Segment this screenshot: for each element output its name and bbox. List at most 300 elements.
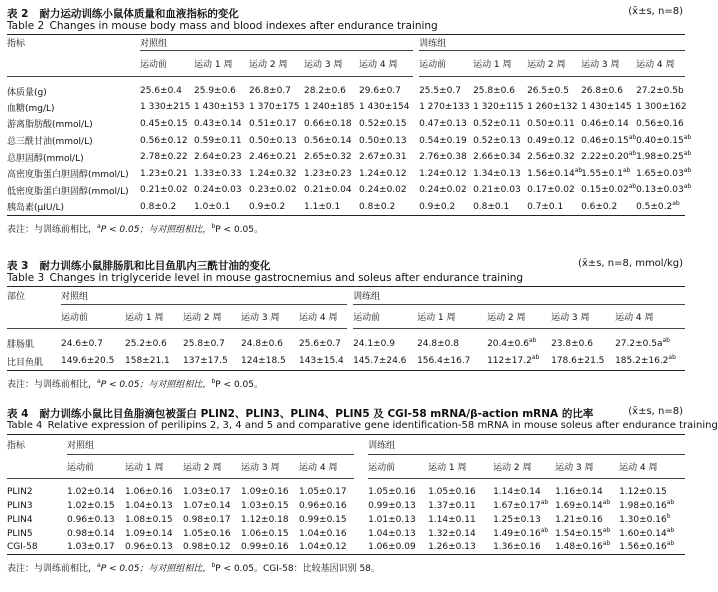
cell-value: 1.04±0.16 (299, 528, 347, 539)
cell-value: 1.67±0.17 (493, 500, 541, 511)
cell-value: 1.30±0.16 (619, 514, 667, 525)
row-label: 高密度脂蛋白胆固醇(mmol/L) (7, 170, 129, 181)
cell-value: 1.56±0.14 (527, 168, 575, 179)
table-title-cn: 耐力训练小鼠比目鱼脂滴包被蛋白 PLIN2、PLIN3、PLIN4、PLIN5 及 CGI-58 mRNA/β-action mRNA 的比率 (39, 408, 594, 420)
subheader: 运动 4 周 (299, 455, 354, 479)
table-caption-cn (7, 6, 685, 20)
table-cell (249, 149, 304, 166)
table-title-cn: 耐力训练小鼠腓肠肌和比目鱼肌内三酰甘油的变化 (39, 260, 271, 272)
table-cell (581, 149, 636, 166)
table-cell (581, 132, 636, 149)
table-cell (140, 132, 194, 149)
cell-value: 0.9±0.2 (419, 201, 456, 212)
cell-value: 1 320±115 (473, 102, 524, 113)
significance-mark: ab (683, 183, 692, 191)
subheader-row (7, 455, 685, 479)
subheader: 运动 3 周 (581, 51, 636, 77)
cell-value: 29.6±0.7 (359, 86, 401, 97)
table-row (7, 479, 685, 499)
subheader: 运动 2 周 (249, 51, 304, 77)
subheader: 运动前 (67, 455, 125, 479)
table-cell (487, 353, 551, 371)
cell-value: 26.8±0.7 (249, 86, 291, 97)
table-cell (359, 165, 413, 182)
cell-value: 0.50±0.13 (359, 135, 407, 146)
significance-mark: ab (668, 354, 676, 362)
table-cell (304, 199, 359, 216)
table-cell (194, 99, 249, 116)
cell-value: 0.52±0.11 (473, 118, 521, 129)
table-cell (428, 527, 493, 541)
significance-mark: b (666, 512, 671, 520)
table-cell (581, 165, 636, 182)
subheader: 运动 1 周 (428, 455, 493, 479)
table-cell (493, 541, 555, 555)
cell-value: 0.8±0.2 (359, 201, 396, 212)
cell-value: 1.02±0.15 (67, 500, 115, 511)
significance-mark: ab (666, 498, 675, 506)
data-table (7, 286, 685, 371)
table-cell (619, 541, 685, 555)
cell-value: 0.96±0.13 (125, 542, 173, 553)
table-row (7, 132, 685, 149)
table-cell (359, 99, 413, 116)
significance-mark: ab (602, 540, 611, 548)
table-cell (473, 149, 527, 166)
table-cell (619, 527, 685, 541)
table-cell (183, 513, 241, 527)
table-cell (359, 199, 413, 216)
table-row (7, 199, 685, 216)
cell-value: 0.21±0.03 (473, 185, 521, 196)
table-label: 表 3 (7, 260, 29, 272)
cell-value: 185.2±16.2 (615, 356, 669, 367)
table-cell (183, 353, 241, 371)
row-label: 总胆固醇(mmol/L) (7, 153, 84, 164)
cell-value: 0.23±0.02 (249, 185, 297, 196)
significance-mark: ab (574, 166, 583, 174)
table-cell (527, 199, 581, 216)
cell-value: 1.03±0.17 (183, 486, 231, 497)
cell-value: 1 370±175 (249, 102, 300, 113)
row-label: CGI-58 (7, 541, 67, 555)
table-cell (249, 165, 304, 182)
row-label: 低密度脂蛋白胆固醇(mmol/L) (7, 186, 129, 197)
cell-value: 0.9±0.2 (249, 201, 286, 212)
table-cell (249, 199, 304, 216)
table-cell (299, 499, 354, 513)
table-cell (419, 99, 473, 116)
cell-value: 1.36±0.16 (493, 542, 541, 553)
group-training-header: 训练组 (353, 287, 685, 305)
cell-value: 2.22±0.20 (581, 152, 629, 163)
cell-value: 1.24±0.32 (249, 168, 297, 179)
cell-value: 1.05±0.16 (428, 486, 476, 497)
cell-value: 24.1±0.9 (353, 338, 395, 349)
subheader-row (7, 305, 685, 329)
table-title-cn: 耐力运动训练小鼠体质量和血液指标的变化 (39, 8, 239, 20)
cell-value: 0.56±0.16 (636, 118, 684, 129)
row-label: 腓肠肌 (7, 340, 35, 351)
table-cell (368, 527, 428, 541)
table-cell (551, 329, 615, 353)
table-cell (473, 165, 527, 182)
table-cell (473, 116, 527, 133)
cell-value: 1 330±215 (140, 102, 191, 113)
cell-value: 1 300±162 (636, 102, 687, 113)
cell-value: 0.43±0.14 (194, 118, 242, 129)
cell-value: 1.48±0.16 (555, 542, 603, 553)
cell-value: 0.24±0.02 (359, 185, 407, 196)
significance-mark: ab (602, 526, 611, 534)
cell-value: 137±17.5 (183, 356, 228, 367)
table-cell (473, 77, 527, 100)
table-cell (473, 182, 527, 199)
cell-value: 1.04±0.12 (299, 542, 347, 553)
cell-value: 0.7±0.1 (527, 201, 564, 212)
table-cell (241, 513, 299, 527)
significance-mark: ab (683, 166, 692, 174)
table-cell (304, 132, 359, 149)
cell-value: 0.56±0.12 (140, 135, 188, 146)
cell-value: 0.98±0.17 (183, 514, 231, 525)
cell-value: 1.12±0.15 (619, 486, 667, 497)
significance-mark: ab (622, 166, 631, 174)
table-cell (527, 116, 581, 133)
cell-value: 1 430±145 (581, 102, 632, 113)
table-cell (140, 149, 194, 166)
table-cell (419, 77, 473, 100)
cell-value: 1.05±0.16 (368, 486, 416, 497)
subheader: 运动前 (61, 305, 125, 329)
table-stats: (x̄±s, n=8, mmol/kg) (578, 258, 683, 269)
cell-value: 2.65±0.32 (304, 152, 352, 163)
table-cell (304, 99, 359, 116)
cell-value: 1.21±0.16 (555, 514, 603, 525)
cell-value: 0.96±0.16 (299, 500, 347, 511)
subheader: 运动 4 周 (299, 305, 347, 329)
cell-value: 0.47±0.13 (419, 118, 467, 129)
cell-value: 25.5±0.7 (419, 86, 461, 97)
cell-value: 20.4±0.6 (487, 338, 529, 349)
cell-value: 1.03±0.15 (241, 500, 289, 511)
row-label: PLIN2 (7, 486, 33, 497)
cell-value: 1.14±0.11 (428, 514, 476, 525)
table-cell (183, 329, 241, 353)
table-cell (493, 513, 555, 527)
cell-value: 0.59±0.11 (194, 135, 242, 146)
cell-value: 0.46±0.14 (581, 118, 629, 129)
table-cell (555, 527, 619, 541)
table-cell (493, 479, 555, 499)
table-cell (619, 513, 685, 527)
cell-value: 23.8±0.6 (551, 338, 593, 349)
cell-value: 0.8±0.1 (473, 201, 510, 212)
subheader: 运动 2 周 (183, 305, 241, 329)
cell-value: 0.13±0.03 (636, 185, 684, 196)
table-cell (249, 182, 304, 199)
table-cell (125, 479, 183, 499)
table-note: 表注：与训练前相比，$^a$P < 0.05；与对照组相比，$^b$P < 0.05。 (7, 378, 263, 390)
table-cell (527, 149, 581, 166)
subheader: 运动 4 周 (615, 305, 685, 329)
cell-value: 25.9±0.6 (194, 86, 236, 97)
significance-mark: ab (602, 498, 611, 506)
significance-mark: ab (531, 354, 540, 362)
table-cell (140, 165, 194, 182)
table-cell (493, 499, 555, 513)
cell-value: 1.0±0.1 (194, 201, 231, 212)
subheader: 运动 4 周 (636, 51, 685, 77)
table-cell (636, 149, 692, 166)
table-cell (67, 499, 125, 513)
cell-value: 0.52±0.13 (473, 135, 521, 146)
table-cell (183, 479, 241, 499)
cell-value: 1.23±0.23 (304, 168, 352, 179)
table-cell (417, 353, 487, 371)
table-cell (299, 541, 354, 555)
table-cell (359, 132, 413, 149)
table-cell (359, 182, 413, 199)
cell-value: 1.06±0.09 (368, 542, 416, 553)
group-gap (354, 527, 368, 541)
cell-value: 145.7±24.6 (353, 356, 407, 367)
table-cell (299, 513, 354, 527)
table-cell (249, 116, 304, 133)
significance-mark: ab (628, 183, 637, 191)
cell-value: 25.8±0.6 (473, 86, 515, 97)
table-label-en: Table 3 (7, 272, 45, 284)
cell-value: 0.51±0.17 (249, 118, 297, 129)
cell-value: 26.5±0.5 (527, 86, 569, 97)
cell-value: 27.2±0.5b (636, 86, 684, 97)
significance-mark: ab (540, 498, 549, 506)
data-table (7, 34, 692, 216)
table-cell (249, 99, 304, 116)
significance-mark: ab (628, 150, 637, 158)
subheader: 运动 1 周 (125, 455, 183, 479)
cell-value: 1 430±154 (359, 102, 410, 113)
subheader: 运动 3 周 (551, 305, 615, 329)
subheader: 运动前 (140, 51, 194, 77)
cell-value: 143±15.4 (299, 356, 344, 367)
table-cell (241, 541, 299, 555)
cell-value: 1.25±0.13 (493, 514, 541, 525)
table-cell (241, 527, 299, 541)
cell-value: 0.49±0.12 (527, 135, 575, 146)
table-cell (125, 513, 183, 527)
cell-value: 0.99±0.13 (368, 500, 416, 511)
table-caption-en (7, 20, 685, 34)
table-cell (368, 541, 428, 555)
significance-mark: ab (666, 540, 675, 548)
cell-value: 24.6±0.7 (61, 338, 103, 349)
subheader: 运动 3 周 (241, 455, 299, 479)
table-cell (619, 499, 685, 513)
cell-value: 0.5±0.2 (636, 201, 673, 212)
table-cell (125, 353, 183, 371)
table-cell (140, 77, 194, 100)
table-cell (527, 77, 581, 100)
table-cell (125, 499, 183, 513)
cell-value: 1.05±0.16 (183, 528, 231, 539)
cell-value: 124±18.5 (241, 356, 286, 367)
cell-value: 1.01±0.13 (368, 514, 416, 525)
table-cell (551, 353, 615, 371)
table-cell (67, 541, 125, 555)
cell-value: 1 240±185 (304, 102, 355, 113)
group-control-header: 对照组 (67, 435, 354, 455)
table-cell (359, 116, 413, 133)
cell-value: 24.8±0.6 (241, 338, 283, 349)
subheader-row (7, 51, 685, 77)
table-cell (417, 329, 487, 353)
cell-value: 1.08±0.15 (125, 514, 173, 525)
table-row (7, 353, 685, 371)
significance-mark: ab (666, 526, 675, 534)
table-cell (428, 541, 493, 555)
cell-value: 0.99±0.16 (241, 542, 289, 553)
table-cell (249, 132, 304, 149)
index-header: 指标 (7, 441, 26, 452)
significance-mark: ab (683, 133, 692, 141)
table-stats: (x̄±s, n=8) (628, 6, 683, 17)
table-cell (67, 527, 125, 541)
cell-value: 1.06±0.15 (241, 528, 289, 539)
table-cell (194, 149, 249, 166)
cell-value: 1.04±0.13 (125, 500, 173, 511)
subheader: 运动 3 周 (304, 51, 359, 77)
table-cell (581, 116, 636, 133)
cell-value: 1.65±0.03 (636, 168, 684, 179)
table-note: 表注：与训练前相比，$^a$P < 0.05；与对照组相比，$^b$P < 0.05。CGI-58：比较基因识别 58。 (7, 562, 380, 574)
cell-value: 0.66±0.18 (304, 118, 352, 129)
table-cell (419, 116, 473, 133)
table-cell (555, 479, 619, 499)
table-cell (249, 77, 304, 100)
cell-value: 25.8±0.7 (183, 338, 225, 349)
cell-value: 1.24±0.12 (419, 168, 467, 179)
table-cell (419, 149, 473, 166)
group-gap (354, 541, 368, 555)
cell-value: 24.8±0.8 (417, 338, 459, 349)
cell-value: 0.56±0.14 (304, 135, 352, 146)
cell-value: 1.16±0.14 (555, 486, 603, 497)
table-cell (581, 199, 636, 216)
table-row (7, 541, 685, 555)
cell-value: 0.50±0.11 (527, 118, 575, 129)
cell-value: 0.98±0.12 (183, 542, 231, 553)
table-cell (183, 499, 241, 513)
table-cell (636, 132, 692, 149)
cell-value: 0.99±0.15 (299, 514, 347, 525)
cell-value: 2.66±0.34 (473, 152, 521, 163)
cell-value: 26.8±0.6 (581, 86, 623, 97)
table-cell (304, 149, 359, 166)
cell-value: 1.02±0.14 (67, 486, 115, 497)
table-cell (636, 199, 685, 216)
cell-value: 1.04±0.13 (368, 528, 416, 539)
cell-value: 2.56±0.32 (527, 152, 575, 163)
cell-value: 25.2±0.6 (125, 338, 167, 349)
table-cell (636, 165, 692, 182)
table-cell (67, 479, 125, 499)
table-cell (241, 353, 299, 371)
table-row (7, 329, 685, 353)
table-cell (428, 499, 493, 513)
cell-value: 1.56±0.16 (619, 542, 667, 553)
group-training-header: 训练组 (368, 435, 685, 455)
cell-value: 1.14±0.14 (493, 486, 541, 497)
cell-value: 0.21±0.04 (304, 185, 352, 196)
cell-value: 0.15±0.02 (581, 185, 629, 196)
cell-value: 2.78±0.22 (140, 152, 188, 163)
table-cell (428, 479, 493, 499)
cell-value: 0.46±0.15 (581, 135, 629, 146)
cell-value: 1.24±0.12 (359, 168, 407, 179)
table-cell (194, 77, 249, 100)
significance-mark: ab (683, 150, 692, 158)
cell-value: 1.23±0.21 (140, 168, 188, 179)
group-control-header: 对照组 (61, 287, 347, 305)
cell-value: 27.2±0.5a (615, 338, 663, 349)
table-cell (241, 499, 299, 513)
cell-value: 1.33±0.33 (194, 168, 242, 179)
table-cell (241, 329, 299, 353)
row-label: PLIN4 (7, 514, 33, 525)
cell-value: 1.55±0.1 (581, 168, 623, 179)
table-cell (487, 329, 551, 353)
cell-value: 149.6±20.5 (61, 356, 115, 367)
subheader: 运动 4 周 (619, 455, 685, 479)
table-cell (353, 329, 417, 353)
subheader: 运动前 (419, 51, 473, 77)
subheader: 运动 1 周 (417, 305, 487, 329)
table-cell (619, 479, 685, 499)
table-cell (140, 99, 194, 116)
row-label: PLIN5 (7, 528, 33, 539)
table-row (7, 99, 685, 116)
table-title-en: Changes in triglyceride level in mouse gastrocnemius and soleus after endurance training (49, 272, 524, 284)
table-cell (419, 132, 473, 149)
significance-mark: ab (672, 199, 680, 207)
significance-mark: ab (540, 526, 549, 534)
table-row (7, 116, 685, 133)
cell-value: 1.69±0.14 (555, 500, 603, 511)
table-cell (140, 116, 194, 133)
table-caption-cn (7, 258, 685, 272)
cell-value: 0.6±0.2 (581, 201, 618, 212)
cell-value: 1.07±0.14 (183, 500, 231, 511)
cell-value: 1.34±0.13 (473, 168, 521, 179)
index-header: 指标 (7, 39, 26, 50)
table-cell (636, 99, 685, 116)
table-cell (493, 527, 555, 541)
cell-value: 1 430±153 (194, 102, 245, 113)
table-2 (7, 6, 692, 235)
subheader: 运动 3 周 (241, 305, 299, 329)
cell-value: 1.09±0.14 (125, 528, 173, 539)
index-header: 部位 (7, 292, 26, 303)
subheader: 运动前 (368, 455, 428, 479)
cell-value: 112±17.2 (487, 356, 532, 367)
table-row (7, 499, 685, 513)
subheader: 运动 3 周 (555, 455, 619, 479)
cell-value: 1.09±0.16 (241, 486, 289, 497)
table-cell (359, 149, 413, 166)
table-cell (555, 541, 619, 555)
table-row (7, 77, 685, 100)
